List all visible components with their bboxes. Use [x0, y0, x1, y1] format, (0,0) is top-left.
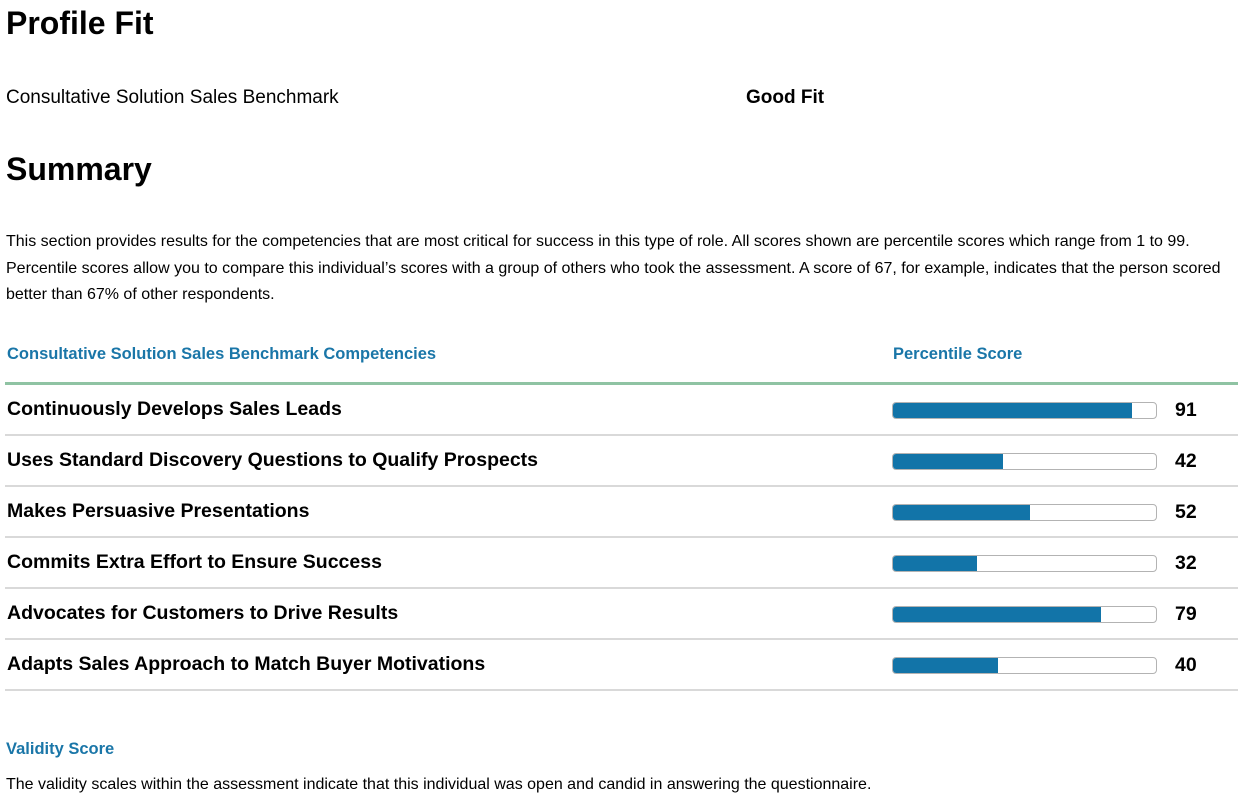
percentile-score: 91 [1175, 399, 1197, 421]
table-row [5, 487, 1238, 538]
score-bar [892, 453, 1157, 470]
competency-label: Advocates for Customers to Drive Results [7, 602, 399, 624]
competency-table [5, 385, 1238, 691]
validity-score-text: The validity scales within the assessment indicate that this individual was open and candid in answering the questionnaire. [6, 776, 872, 793]
score-bar-fill [893, 658, 998, 673]
percentile-score: 42 [1175, 450, 1197, 472]
benchmark-name: Consultative Solution Sales Benchmark [6, 87, 339, 108]
competency-label: Continuously Develops Sales Leads [7, 398, 342, 420]
table-row [5, 589, 1238, 640]
score-bar [892, 555, 1157, 572]
table-row [5, 538, 1238, 589]
summary-heading: Summary [6, 151, 152, 187]
percentile-score: 32 [1175, 552, 1197, 574]
competency-label: Uses Standard Discovery Questions to Qualify Prospects [7, 449, 539, 471]
fit-result: Good Fit [746, 87, 825, 108]
score-bar [892, 504, 1157, 521]
table-row [5, 385, 1238, 436]
table-row [5, 436, 1238, 487]
score-bar-fill [893, 454, 1003, 469]
percentile-score: 40 [1175, 654, 1197, 676]
summary-intro-text: This section provides results for the competencies that are most critical for success in this type of role. All scores shown are percentile scores which range from 1 to 99. Percentile scores allow you to compare this individual’s scores with a group of others who took the assessment. A score of 67, for example, indicates that the person scored better than 67% of other respondents. [6, 233, 1221, 303]
profile-fit-heading: Profile Fit [6, 5, 154, 41]
competency-label: Commits Extra Effort to Ensure Success [7, 551, 382, 573]
table-row [5, 640, 1238, 691]
score-bar-fill [893, 607, 1101, 622]
score-bar [892, 402, 1157, 419]
score-bar-fill [893, 403, 1132, 418]
score-bar [892, 657, 1157, 674]
competency-label: Adapts Sales Approach to Match Buyer Motivations [7, 653, 486, 675]
validity-score-heading: Validity Score [6, 740, 115, 758]
competency-label: Makes Persuasive Presentations [7, 500, 310, 522]
percentile-score-column-header: Percentile Score [893, 345, 1023, 363]
percentile-score: 52 [1175, 501, 1197, 523]
benchmark-fit-row [6, 86, 1236, 110]
score-bar-fill [893, 556, 977, 571]
percentile-score: 79 [1175, 603, 1197, 625]
competencies-column-header: Consultative Solution Sales Benchmark Competencies [7, 345, 437, 363]
score-bar [892, 606, 1157, 623]
score-bar-fill [893, 505, 1030, 520]
